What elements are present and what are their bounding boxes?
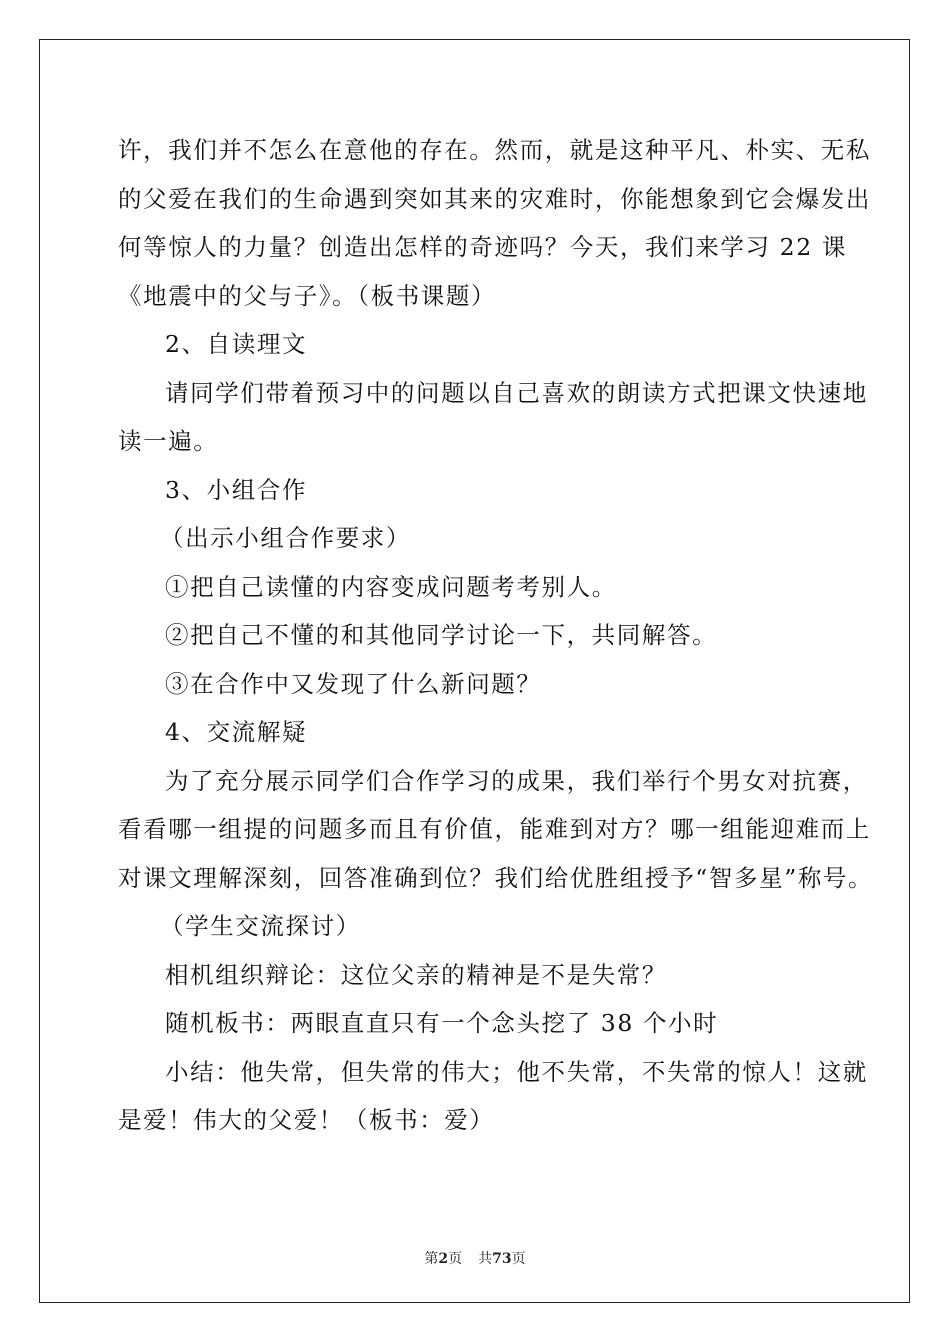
paragraph-line: 相机组织辩论：这位父亲的精神是不是失常？ bbox=[165, 960, 667, 989]
page-number: 2 bbox=[438, 1251, 449, 1267]
paragraph-line: 《地震中的父与子》。（板书课题） bbox=[118, 281, 497, 310]
paragraph-line: 读一遍。 bbox=[118, 427, 219, 455]
list-item: ①把自己读懂的内容变成问题考考别人。 bbox=[165, 572, 617, 601]
section-heading: 4、交流解疑 bbox=[165, 718, 308, 746]
section-heading: 2、自读理文 bbox=[165, 330, 308, 358]
page-prefix: 第 bbox=[424, 1251, 439, 1267]
paragraph-line: 请同学们带着预习中的问题以自己喜欢的朗读方式把课文快速地 bbox=[165, 378, 868, 407]
total-pages: 73 bbox=[492, 1251, 512, 1267]
document-body bbox=[118, 126, 874, 1145]
paragraph-line: （学生交流探讨） bbox=[160, 912, 361, 940]
paragraph-line: 是爱！伟大的父爱！（板书：爱） bbox=[118, 1106, 495, 1134]
list-item: ③在合作中又发现了什么新问题？ bbox=[165, 669, 542, 698]
list-item: ②把自己不懂的和其他同学讨论一下，共同解答。 bbox=[165, 621, 718, 649]
paragraph-line: 何等惊人的力量？创造出怎样的奇迹吗？今天，我们来学习 22 课 bbox=[118, 233, 847, 261]
paragraph-line: 看看哪一组提的问题多而且有价值，能难到对方？哪一组能迎难而上 bbox=[118, 815, 871, 843]
total-suffix: 页 bbox=[511, 1251, 526, 1267]
paragraph-line: 小结：他失常，但失常的伟大；他不失常，不失常的惊人！这就 bbox=[165, 1057, 868, 1086]
paragraph-line: 为了充分展示同学们合作学习的成果，我们举行个男女对抗赛， bbox=[165, 766, 868, 795]
paragraph-line: 许，我们并不怎么在意他的存在。然而，就是这种平凡、朴实、无私 bbox=[118, 136, 871, 164]
page-suffix: 页 bbox=[448, 1251, 463, 1267]
paragraph-line: （出示小组合作要求） bbox=[160, 524, 411, 552]
paragraph-line: 的父爱在我们的生命遇到突如其来的灾难时，你能想象到它会爆发出 bbox=[118, 184, 871, 213]
paragraph-line: 对课文理解深刻，回答准确到位？我们给优胜组授予“智多星”称号。 bbox=[118, 863, 874, 892]
section-heading: 3、小组合作 bbox=[165, 475, 308, 504]
total-prefix: 共 bbox=[478, 1251, 493, 1267]
paragraph-line: 随机板书：两眼直直只有一个念头挖了 38 个小时 bbox=[165, 1009, 719, 1037]
page-footer bbox=[0, 1248, 950, 1268]
